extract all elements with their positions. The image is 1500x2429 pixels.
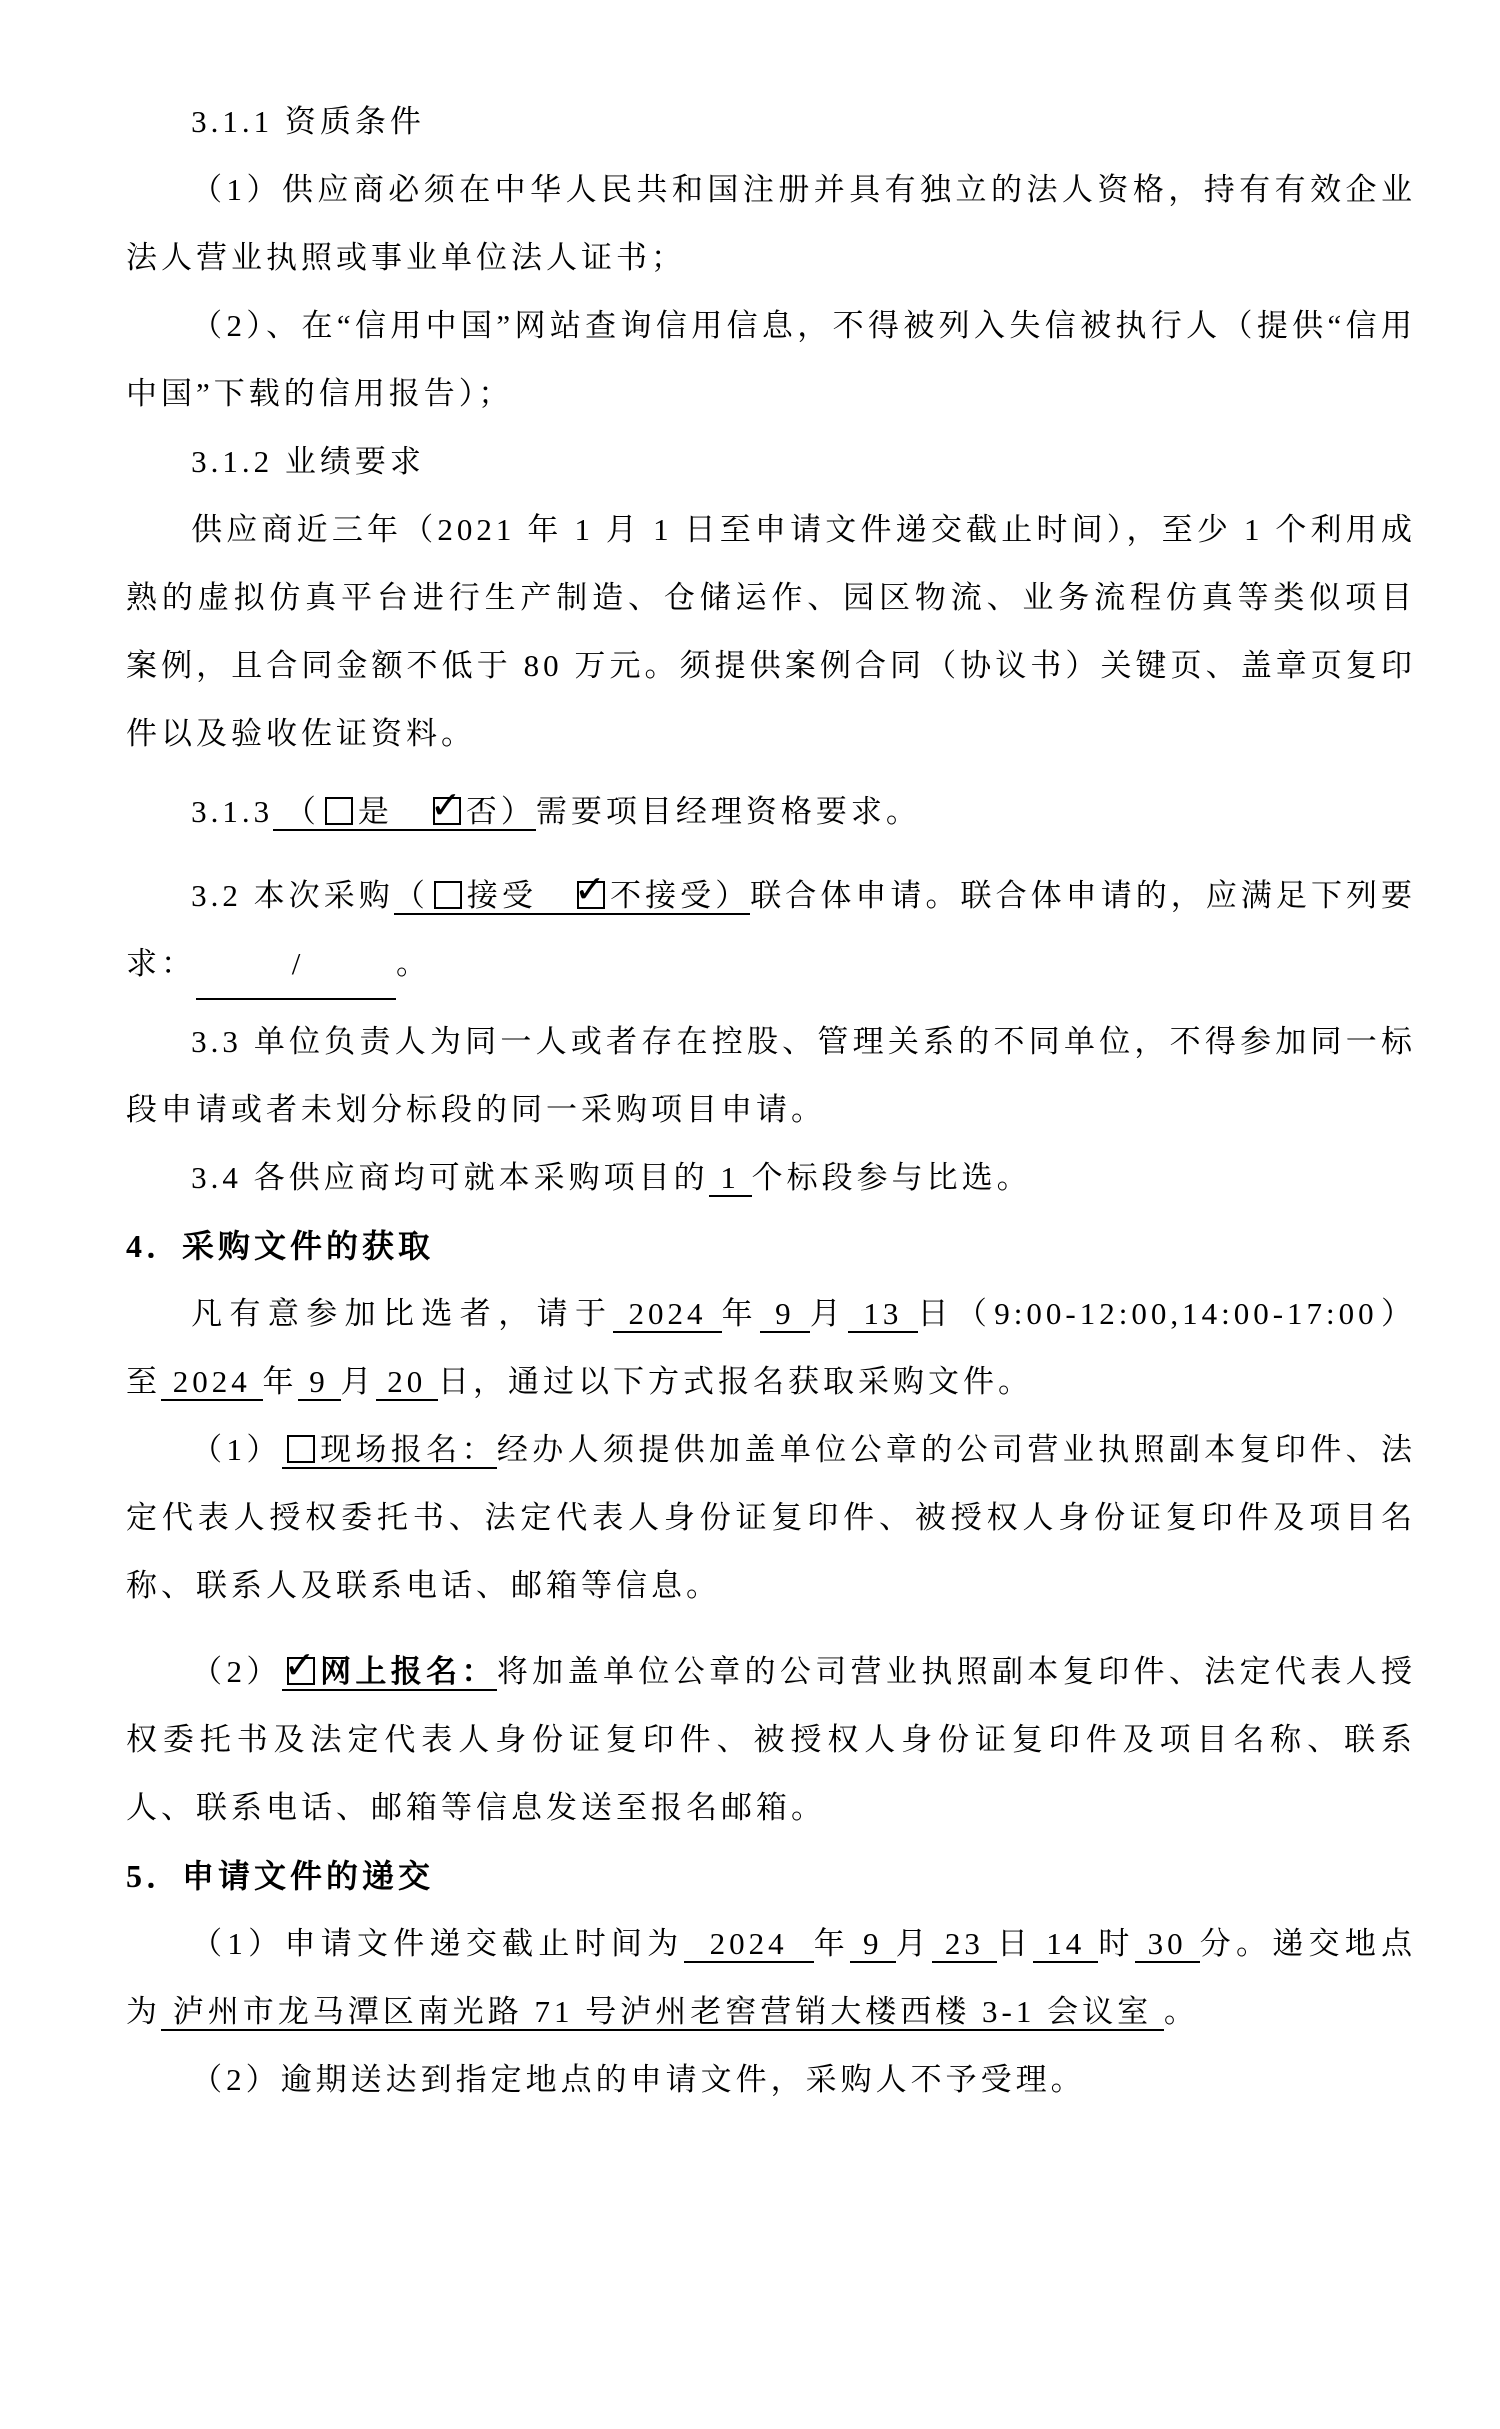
text-run: 现场报名：: [319, 1432, 497, 1467]
para-3-3-same-responsible-person: [126, 1008, 1416, 1144]
text-run: 经办人须提供加盖单位公章的公司营业执照副本复印件、法定代表人授权委托书、法定代表人身份证复印件、被授权人身份证复印件及项目名称、联系人及联系电话、邮箱等信息。: [126, 1432, 1417, 1603]
text-run: ）: [715, 878, 751, 913]
para-3-1-3-project-manager: [126, 778, 1416, 846]
text-run: 年: [721, 1296, 761, 1331]
text-run: [537, 878, 572, 913]
text-run: 接受: [466, 878, 537, 913]
online-registration-label: [282, 1654, 497, 1691]
text-run: 。: [396, 946, 431, 981]
checkbox-checked-icon: [287, 1657, 315, 1685]
text-run: 4．采购文件的获取: [126, 1228, 435, 1264]
text-run: 分。递交地点为: [126, 1926, 1417, 2029]
text-run: （2）: [191, 1654, 282, 1689]
text-run: 日（9:00-12:00,14:00-17:00）至: [126, 1296, 1417, 1399]
consortium-choice: [394, 878, 750, 915]
checkbox-checked-icon: [433, 797, 461, 825]
text-run: （2）、在“信用中国”网站查询信用信息，不得被列入失信被执行人（提供“信用中国”下载的信用报告）；: [126, 308, 1416, 411]
pm-requirement-choice: [273, 794, 536, 831]
text-run: 不接受: [610, 878, 716, 913]
text-run: 9: [760, 1296, 810, 1331]
text-run: （: [393, 878, 429, 913]
para-3-1-2-heading: [126, 428, 1416, 496]
text-run: 日: [996, 1926, 1034, 1961]
text-run: 否: [465, 794, 501, 829]
text-run: 2024: [683, 1926, 814, 1961]
text-run: 5．申请文件的递交: [126, 1858, 435, 1894]
para-3-4-bid-sections: [126, 1144, 1416, 1212]
text-run: 3.3 单位负责人为同一人或者存在控股、管理关系的不同单位，不得参加同一标段申请或者未划分标段的同一采购项目申请。: [126, 1024, 1416, 1127]
text-run: 供应商近三年（2021 年 1 月 1 日至申请文件递交截止时间），至少 1 个利用成熟的虚拟仿真平台进行生产制造、仓储运作、园区物流、业务流程仿真等类似项目案例，且合同金额不低于 80 万元。须提供案例合同（协议书）关键页、盖章页复印件以及验收佐证资料。: [126, 512, 1416, 751]
text-run: 网上报名：: [319, 1654, 497, 1689]
text-run: 凡有意参加比选者，请于: [191, 1296, 614, 1331]
para-late-submission: [126, 2046, 1416, 2114]
heading-4-obtain-documents: [126, 1212, 1416, 1280]
text-run: 3.4 各供应商均可就本采购项目的: [191, 1160, 709, 1195]
checkbox-unchecked-icon: [434, 881, 462, 909]
text-run: （1）供应商必须在中华人民共和国注册并具有独立的法人资格，持有有效企业法人营业执照或事业单位法人证书；: [126, 172, 1416, 275]
onsite-registration-label: [282, 1432, 497, 1469]
text-run: 2024: [161, 1364, 263, 1399]
text-run: 14: [1033, 1926, 1099, 1961]
para-performance-requirement: [126, 496, 1416, 768]
text-run: 时: [1098, 1926, 1135, 1961]
text-run: [393, 794, 428, 829]
para-submission-deadline: [126, 1910, 1416, 2046]
text-run: ）: [500, 794, 536, 829]
text-run: 将加盖单位公章的公司营业执照副本复印件、法定代表人授权委托书及法定代表人身份证复印件、被授权人身份证复印件及项目名称、联系人、联系电话、邮箱等信息发送至报名邮箱。: [126, 1654, 1417, 1825]
para-credit-china: [126, 292, 1416, 428]
checkbox-unchecked-icon: [287, 1435, 315, 1463]
checkbox-checked-icon: [577, 881, 605, 909]
text-run: 日，通过以下方式报名获取采购文件。: [438, 1364, 1033, 1399]
text-run: 23: [931, 1926, 997, 1961]
text-run: 月: [340, 1364, 376, 1399]
text-run: 20: [375, 1364, 438, 1399]
text-run: （: [273, 794, 320, 829]
text-run: 3.1.3: [191, 794, 274, 829]
text-run: 30: [1134, 1926, 1200, 1961]
text-run: 3.1.1 资质条件: [191, 104, 425, 139]
text-run: 9: [297, 1364, 341, 1399]
text-run: 年: [813, 1926, 850, 1961]
text-run: 需要项目经理资格要求。: [535, 794, 921, 829]
para-3-2-consortium: [126, 862, 1416, 1000]
text-run: （2）逾期送达到指定地点的申请文件，采购人不予受理。: [191, 2062, 1086, 2097]
text-run: 月: [809, 1296, 849, 1331]
checkbox-unchecked-icon: [325, 797, 353, 825]
text-run: （1）: [191, 1432, 282, 1467]
text-run: 。: [1163, 1994, 1199, 2029]
para-registration-time: [126, 1280, 1416, 1416]
para-online-registration: [126, 1638, 1416, 1842]
para-supplier-qualification: [126, 156, 1416, 292]
text-run: （1）申请文件递交截止时间为: [191, 1926, 684, 1961]
text-run: 年: [262, 1364, 298, 1399]
text-run: 1: [708, 1160, 752, 1195]
text-run: 泸州市龙马潭区南光路 71 号泸州老窖营销大楼西楼 3-1 会议室: [161, 1994, 1164, 2029]
text-run: 2024: [613, 1296, 722, 1331]
para-onsite-registration: [126, 1416, 1416, 1620]
text-run: 3.2 本次采购: [191, 878, 394, 913]
text-run: 个标段参与比选。: [751, 1160, 1032, 1195]
text-run: 9: [850, 1926, 896, 1961]
text-run: 联合体申请。联合体申请的，应满足下列要求：: [126, 878, 1417, 981]
heading-5-submit-documents: [126, 1842, 1416, 1910]
para-3-1-1-heading: [126, 88, 1416, 156]
text-run: 3.1.2 业绩要求: [191, 444, 425, 479]
text-run: 是: [357, 794, 393, 829]
text-run: 13: [848, 1296, 918, 1331]
blank-line: /: [196, 930, 396, 1000]
text-run: 月: [895, 1926, 932, 1961]
